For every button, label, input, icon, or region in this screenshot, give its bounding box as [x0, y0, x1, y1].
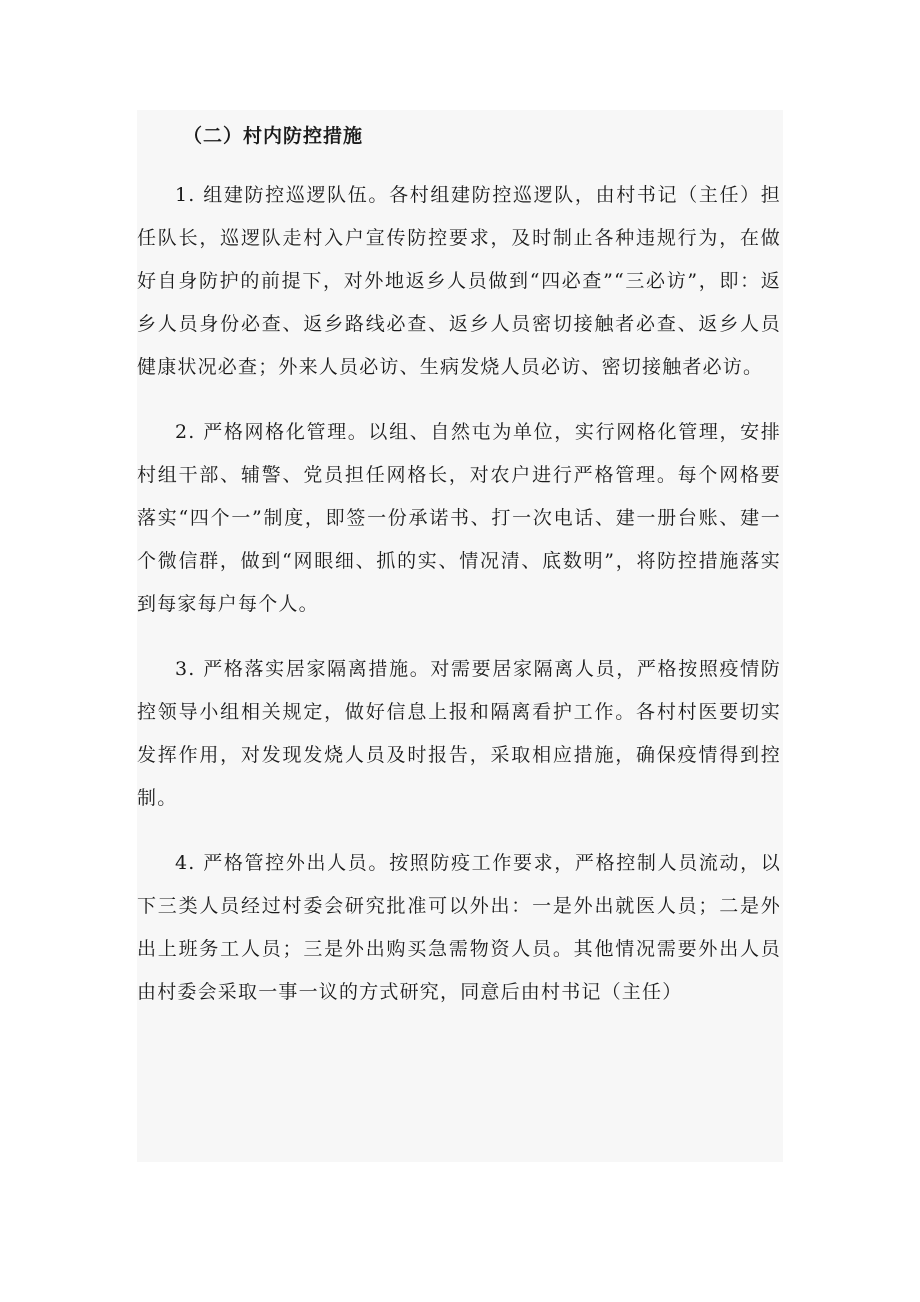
document-page — [137, 110, 783, 1162]
section-heading: （二）村内防控措施 — [183, 125, 364, 147]
paragraph-outgoing-control: 4. 严格管控外出人员。按照防疫工作要求，严格控制人员流动，以下三类人员经过村委会研究批准可以外出：一是外出就医人员；二是外出上班务工人员；三是外出购买急需物资人员。其他情况需要外出人员由村委会采取一事一议的方式研究，同意后由村书记（主任） — [137, 852, 781, 1003]
paragraph-grid-management: 2. 严格网格化管理。以组、自然屯为单位，实行网格化管理，安排村组干部、辅警、党员担任网格长，对农户进行严格管理。每个网格要落实“四个一”制度，即签一份承诺书、打一次电话、建一册台账、建一个微信群，做到“网眼细、抓的实、情况清、底数明”，将防控措施落实到每家每户每个人。 — [137, 421, 781, 615]
paragraph-patrol-team: 1. 组建防控巡逻队伍。各村组建防控巡逻队，由村书记（主任）担任队长，巡逻队走村入户宣传防控要求，及时制止各种违规行为，在做好自身防护的前提下，对外地返乡人员做到“四必查”“三必访”，即：返乡人员身份必查、返乡路线必查、返乡人员密切接触者必查、返乡人员健康状况必查；外来人员必访、生病发烧人员必访、密切接触者必访。 — [137, 184, 781, 378]
paragraph-home-isolation: 3. 严格落实居家隔离措施。对需要居家隔离人员，严格按照疫情防控领导小组相关规定，做好信息上报和隔离看护工作。各村村医要切实发挥作用，对发现发烧人员及时报告，采取相应措施，确保疫情得到控制。 — [137, 658, 781, 809]
